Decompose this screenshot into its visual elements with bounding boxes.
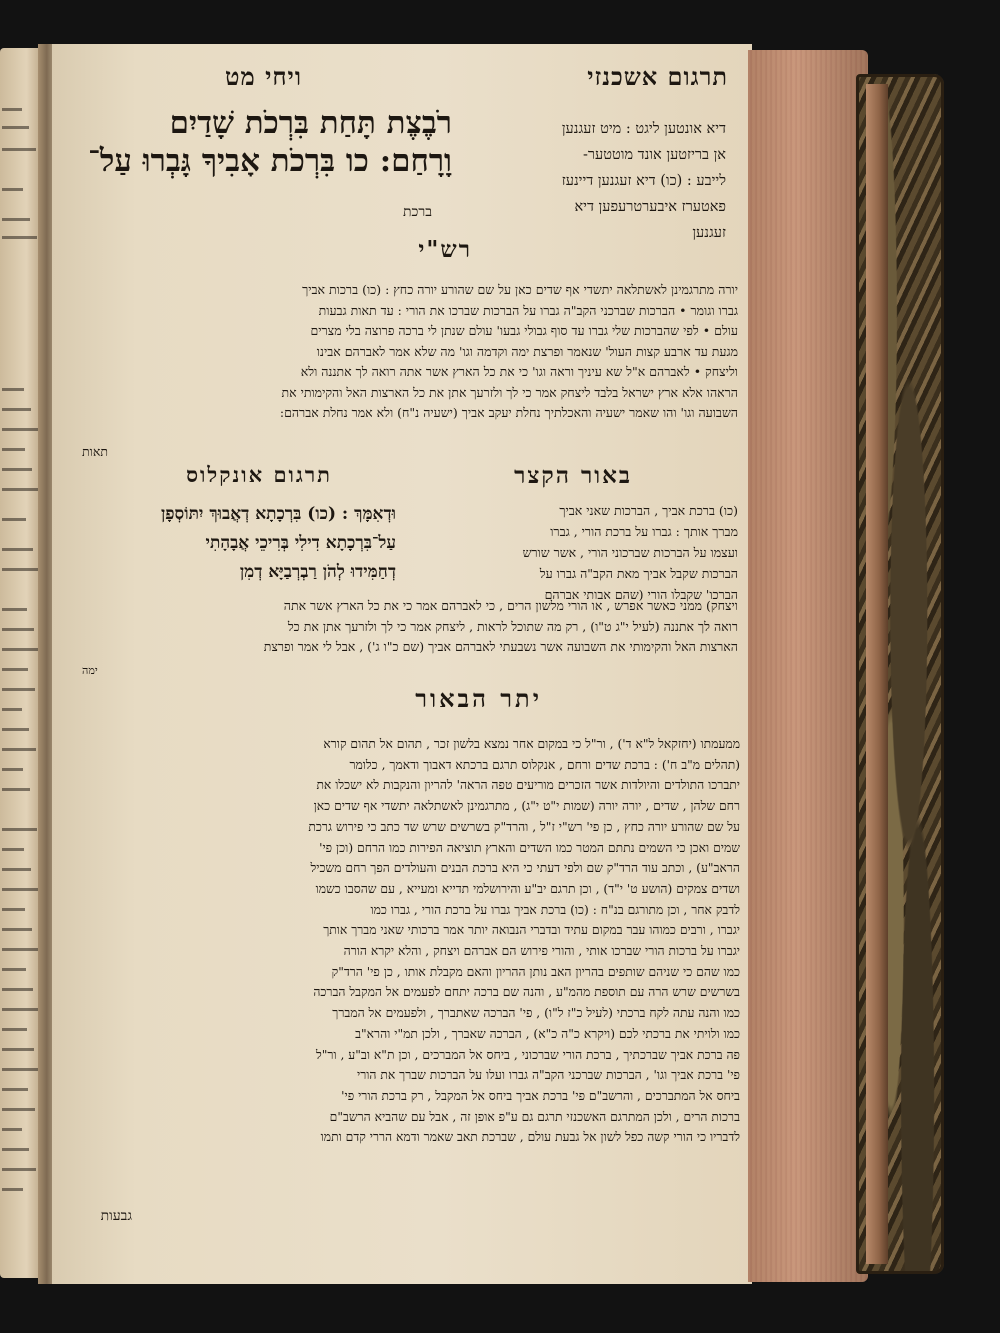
- running-header-right: תרגום אשכנזי: [587, 62, 728, 91]
- previous-page-text-fragment: [2, 928, 32, 931]
- german-line: לייבע : (כו) דיא זעגנען דיינעז: [561, 173, 726, 189]
- biur-katzar-column: [418, 500, 738, 605]
- previous-page-text-fragment: [2, 748, 36, 751]
- yeter-line: ביחס אל המתברכים , והרשב"ם פי' ברכת אביך ביחס אל המקבל , רק ברכת הורי פי': [341, 1088, 740, 1103]
- previous-page-text-fragment: [2, 518, 26, 521]
- previous-page-text-fragment: [2, 1008, 40, 1011]
- previous-page-text-fragment: [2, 1048, 34, 1051]
- previous-page-text-fragment: [2, 1028, 27, 1031]
- yeter-line: ושדים צמקים (הושע ט' י"ד) , וכן תרגם יב"ע והירושלמי תדייא ומעייא , עם שהסבו כשמו: [315, 881, 740, 896]
- previous-page-text-fragment: [2, 708, 22, 711]
- running-header-left: ויחי מט: [224, 62, 302, 91]
- previous-page-text-fragment: [2, 468, 32, 471]
- rashi-line: השבועה וגו' והו שאמר ישעיה והאכלתיך נחלת יעקב אביך (ישעיה נ"ח) ולא אמר נחלת אברהם:: [279, 405, 738, 420]
- previous-page-text-fragment: [2, 668, 28, 671]
- previous-page-text-fragment: [2, 728, 29, 731]
- biur-line: (כו) ברכת אביך , הברכות שאני אביך: [559, 503, 738, 518]
- previous-page-text-fragment: [2, 868, 31, 871]
- previous-page-text-fragment: [2, 688, 35, 691]
- rashi-commentary: [62, 280, 738, 424]
- yeter-line: על שם שהורע יורה כחץ , כן פי' רש"י ז"ל , והרד"ק בשרשים שרש שד כתב כי פירוש גרכת: [308, 819, 740, 834]
- cover-leather-edge: [866, 84, 888, 1264]
- torah-verse-text: [62, 104, 452, 180]
- biur-line: הברכו' שקבלו הורי (שהם אבותי אברהם: [544, 587, 738, 602]
- previous-page-text-fragment: [2, 888, 38, 891]
- biur-line: ועצמו על הברכות שברכוני הורי , אשר שורש: [522, 545, 738, 560]
- yeter-line: פי' ברכת אביך וגו' , הברכות שברכני הקב"ה גברו ועלו על הברכות שברך את הורי: [356, 1068, 740, 1083]
- targum-onkelos-column: [66, 500, 396, 587]
- rashi-line: גברו וגומר • הברכות שברכני הקב"ה גברו על הברכות שברכו את הורי : עד תאות גבעות: [318, 302, 738, 318]
- biur-full-line: הארצות האל והקימותי את השבועה אשר נשבעתי לאברהם אביך (שם כ"ו ג') , אבל לי אמר ופרצת: [263, 639, 738, 654]
- yeter-line: כמו ולויתי את ברכתי לכם (ויקרא כ"ה כ"א) , הברכה שאברך , ולכן תמ"י והרא"ב: [355, 1026, 740, 1041]
- german-line: זעגנען: [692, 225, 726, 241]
- yeter-line: יגברו , ורבים כמוהו עבר במקום עתיד ובדברי הנבואה יותר אמר ברכותי שאני מברך אותך: [323, 923, 740, 938]
- rashi-line: הראהו אלא ארץ ישראל בלבד ליצחק אמר כי לך ולזרעך אתן את כל הארצות האל והקימותי את: [281, 384, 738, 400]
- yeter-line: בשרשים שרש הרה עם תוספת מהמ"ע , והנה שם ברכה יתחם לפעמים אל המקבל הברכה: [313, 985, 740, 1000]
- targum-onkelos-heading: תרגום אונקלוס: [186, 462, 332, 487]
- yeter-line: הראב"ע) , וכתב עוד הרד"ק שם ולפי דעתי כי היא ברכת הבנים והעולדים הפך רחם משכיל: [310, 861, 740, 876]
- rashi-line: מגעת עד ארבע קצות העול' שנאמר ופרצת ימה וקדמה וגו' מה שלא אמר לאברהם אבינו: [316, 343, 738, 359]
- yeter-line: פה ברכת אביך שברכתיך , ברכת הורי שברכוני , ביחס אל המברכים , וכן ת"א וב"ע , ור"ל: [315, 1047, 740, 1062]
- page-catchword: גבעות: [100, 1208, 132, 1224]
- previous-page-text-fragment: [2, 948, 39, 951]
- biur-katzar-continuation: [62, 596, 738, 658]
- previous-page-text-fragment: [2, 848, 24, 851]
- biur-line: מברך אותך : גברו על ברכת הורי , גברו: [550, 524, 738, 539]
- previous-page-text-fragment: [2, 236, 37, 239]
- previous-page-text-fragment: [2, 1108, 35, 1111]
- rashi-catchword: תאות: [82, 444, 108, 459]
- previous-page-text-fragment: [2, 218, 30, 221]
- previous-page-text-fragment: [2, 988, 33, 991]
- rashi-heading: רש"י: [418, 236, 472, 263]
- german-line: אן בריזטען אונד מוטטער-: [583, 147, 726, 163]
- verse-catchword: ברכת: [402, 204, 432, 220]
- yeter-line: כמו והנה עתה לקח ברכתי (לעיל כ"ז ל"ו) , פי' הברכה שאתברך , ולפעמים אל המברך: [332, 1006, 740, 1021]
- yeter-line: שמים ואכן כי השמים נתתם המטר כמו השדים והארץ תוציאה הפירות כמו הרחם (וכן פי': [319, 840, 740, 855]
- previous-page-text-fragment: [2, 768, 23, 771]
- previous-page-text-fragment: [2, 148, 36, 151]
- onkelos-line: וּדְאִמָּךְ : (כו) בִּרְכָתָא דְאֲבוּךְ יִתּוֹסְפָן: [160, 504, 396, 524]
- yeter-line: ברכות הרים , ולכן המתרגם האשכנזי תרגם גם ע"פ אופן זה , אבל עם שהביא הרשב"ם: [329, 1109, 740, 1124]
- previous-page-text-fragment: [2, 126, 29, 129]
- yeter-line: ממעמתו (יחזקאל ל"א ד') , ור"ל כי במקום אחר נמצא בלשון זכר , תהום אל תהום קורא: [323, 737, 740, 751]
- previous-page-text-fragment: [2, 828, 37, 831]
- previous-page-text-fragment: [2, 908, 25, 911]
- page-block-fore-edge: [748, 50, 868, 1282]
- previous-page-text-fragment: [2, 1148, 29, 1151]
- biur-full-line: ויצחק) ממני כאשר אפרש , או הורי מלשון הרים , כי לאברהם אמר כי את כל הארץ אשר אתה: [283, 598, 738, 613]
- previous-page-text-fragment: [2, 188, 23, 191]
- yeter-line: לדבק אחר , וכן מתורגם בנ"ח : (כו) ברכת אביך גברו על ברכת הורי , גברו כמו: [370, 902, 740, 917]
- yeter-line: כמו שהם כי שניהם שותפים בהריון האב נותן ההריון והאם מקבלת אותו , כן פי' הרד"ק: [331, 964, 740, 979]
- previous-page-text-fragment: [2, 1068, 41, 1071]
- previous-page-text-fragment: [2, 788, 30, 791]
- book-page: [52, 44, 752, 1284]
- previous-page-text-fragment: [2, 608, 27, 611]
- biur-catchword: ימה: [82, 664, 98, 677]
- rashi-line: וליצחק • לאברהם א"ל שא עיניך וראה וגו' כי את כל הארץ אשר אתה רואה לך אתננה ולא: [300, 364, 738, 379]
- previous-page-text-fragment: [2, 968, 26, 971]
- yeter-line: יגברו על ברכות הורי שברכו אותי , והורי פירוש הם אברהם ויצחק , והלא יקרא הורה: [343, 944, 740, 959]
- previous-page-text-fragment: [2, 648, 41, 651]
- previous-page-text-fragment: [2, 628, 34, 631]
- yeter-habiur-heading: יתר הבאור: [415, 684, 542, 713]
- yeter-line: יתברכו התולדים והיולדות אשר הזכרים מוריעים טפה הראה' להריון והנקבות לא ישכלו את: [316, 778, 740, 793]
- previous-page-text-fragment: [2, 108, 22, 111]
- biur-katzar-heading: באור הקצר: [514, 462, 632, 489]
- yeter-line: רחם שלהן , שדים , יורה יורה (שמות י"ט י"ג) , מתרגמינן לאשתלאה יתשדי אף שדים כאן: [313, 799, 740, 814]
- rashi-line: עולם • לפי שהברכות שלי גברו עד סוף גבולי גבעו' עולם שנתן לי ברכה פרוצה בלי מצרים: [310, 323, 738, 338]
- previous-page-text-fragment: [2, 428, 38, 431]
- biur-line: הברכות שקבל אביך מאת הקב"ה גברו על: [539, 566, 738, 581]
- previous-page-text-fragment: [2, 388, 24, 391]
- german-line: דיא אונטען ליגט : מיט זעגנען: [561, 121, 726, 137]
- previous-page-text-fragment: [2, 488, 39, 491]
- yeter-line: לדבריו כי הורי קשה כפל לשון אל גבעת עולם , שברכת תאב שאמר ודמא הררי קדם ותמו: [320, 1130, 740, 1145]
- yeter-line: (תהלים מ"ב ח') : ברכת שדים ורחם , אנקלוס תרגם ברכתא דאבוך ודאמך , כלומר: [349, 757, 740, 772]
- previous-page-text-fragment: [2, 1188, 23, 1191]
- onkelos-line: עַל־בִּרְכָתָא דִילִי בְּרִיכֵי אֲבָהָתִי: [205, 533, 396, 553]
- verse-line: רֹבֶצֶת תָּחַת בִּרְכֹת שָׁדַיִם: [169, 105, 452, 141]
- yeter-habiur-commentary: [58, 734, 740, 1148]
- german-line: פאטערז איבערטרעפען דיא: [574, 199, 726, 215]
- previous-page-text-fragment: [2, 408, 31, 411]
- previous-page-text-fragment: [2, 1088, 28, 1091]
- rashi-line: יורה מתרגמינן לאשתלאה יתשדי אף שדים כאן על שם שהורע יורה כחץ : (כו) ברכות אביך: [302, 282, 738, 297]
- previous-page-text-fragment: [2, 448, 25, 451]
- previous-page-text-fragment: [2, 1128, 22, 1131]
- german-translation-column: [486, 116, 726, 246]
- previous-page-text-fragment: [2, 1168, 36, 1171]
- onkelos-line: דְחַמִּידוּ לְהֹן רַבְרְבַיָּא דְמִן: [239, 562, 396, 582]
- previous-page-text-fragment: [2, 548, 33, 551]
- biur-full-line: רואה לך אתננה (לעיל י"ג ט"ו) , רק מה שתוכל לראות , ליצחק אמר כי לך ולזרעך אתן את כל: [287, 618, 738, 634]
- verse-line: וָרָחַם: כו בִּרְכֹת אָבִיךָ גָּבְרוּ עַל־: [87, 143, 452, 179]
- previous-page-text-fragment: [2, 568, 40, 571]
